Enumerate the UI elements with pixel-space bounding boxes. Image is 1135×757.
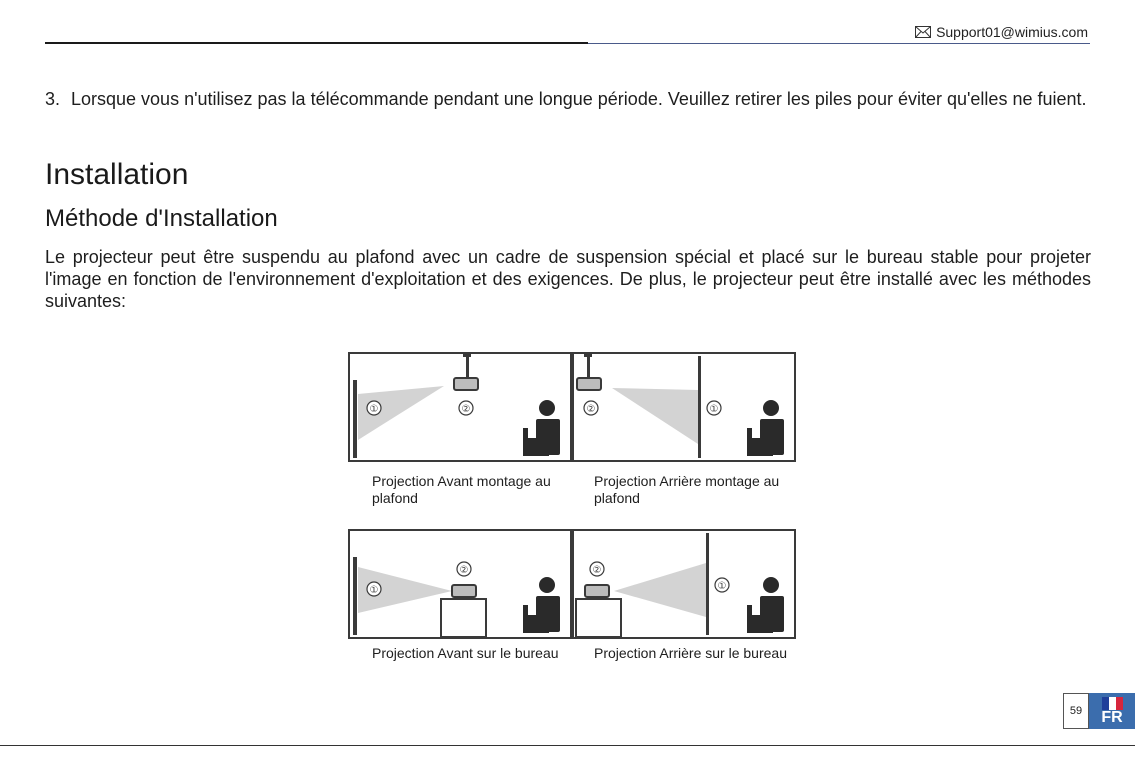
page-number: 59 xyxy=(1063,693,1089,729)
ceiling-mount-pole xyxy=(466,356,469,378)
projector-icon xyxy=(577,378,601,390)
panel-front-desk xyxy=(349,530,571,638)
ceiling-mount-pole xyxy=(587,356,590,378)
marker-projector: ② xyxy=(592,565,602,576)
marker-projector: ② xyxy=(586,404,596,415)
envelope-icon xyxy=(915,26,931,38)
note-number: 3. xyxy=(45,89,61,109)
screen-rear xyxy=(698,356,701,458)
caption-front-ceiling: Projection Avant montage au plafond xyxy=(372,473,551,506)
desk-icon xyxy=(576,599,621,637)
note-text: Lorsque vous n'utilisez pas la télécommande pendant une longue période. Veuillez retirer les piles pour éviter qu'elles ne fuient. xyxy=(71,89,1087,109)
section-title: Installation xyxy=(45,158,189,191)
desk-icon xyxy=(441,599,486,637)
battery-note xyxy=(45,88,1091,110)
marker-screen: ① xyxy=(369,585,379,596)
diagram-desk xyxy=(348,529,796,639)
marker-screen: ① xyxy=(709,404,719,415)
marker-projector: ② xyxy=(459,565,469,576)
marker-screen: ① xyxy=(717,581,727,592)
marker-screen: ① xyxy=(369,404,379,415)
screen-rear xyxy=(706,533,709,635)
screen-left xyxy=(353,380,357,458)
support-email[interactable]: Support01@wimius.com xyxy=(936,24,1088,40)
footer-rule xyxy=(0,745,1135,746)
caption-rear-ceiling: Projection Arrière montage au plafond xyxy=(594,473,780,506)
section-subtitle: Méthode d'Installation xyxy=(45,205,278,232)
language-badge xyxy=(1089,693,1135,729)
intro-paragraph: Le projecteur peut être suspendu au plafond avec un cadre de suspension spécial et placé sur le bureau stable pour projeter l'image en fonction de l'environnement d'exploitation et des exigences. De plus, le projecteur peut être installé avec les méthodes suivantes: xyxy=(45,247,1091,311)
caption-front-desk: Projection Avant sur le bureau xyxy=(372,645,559,661)
caption-rear-desk: Projection Arrière sur le bureau xyxy=(594,645,787,661)
screen-left xyxy=(353,557,357,635)
marker-projector: ② xyxy=(461,404,471,415)
header-rule-dark xyxy=(45,42,588,44)
header-rule-light xyxy=(588,43,1090,44)
diagram-ceiling-mount xyxy=(348,352,796,462)
language-code: FR xyxy=(1101,709,1123,726)
panel-front-ceiling xyxy=(349,353,571,461)
support-contact xyxy=(915,24,1088,40)
projector-icon xyxy=(454,378,478,390)
projector-icon xyxy=(452,585,476,597)
panel-rear-ceiling xyxy=(573,353,795,461)
projector-icon xyxy=(585,585,609,597)
panel-rear-desk xyxy=(573,530,795,638)
